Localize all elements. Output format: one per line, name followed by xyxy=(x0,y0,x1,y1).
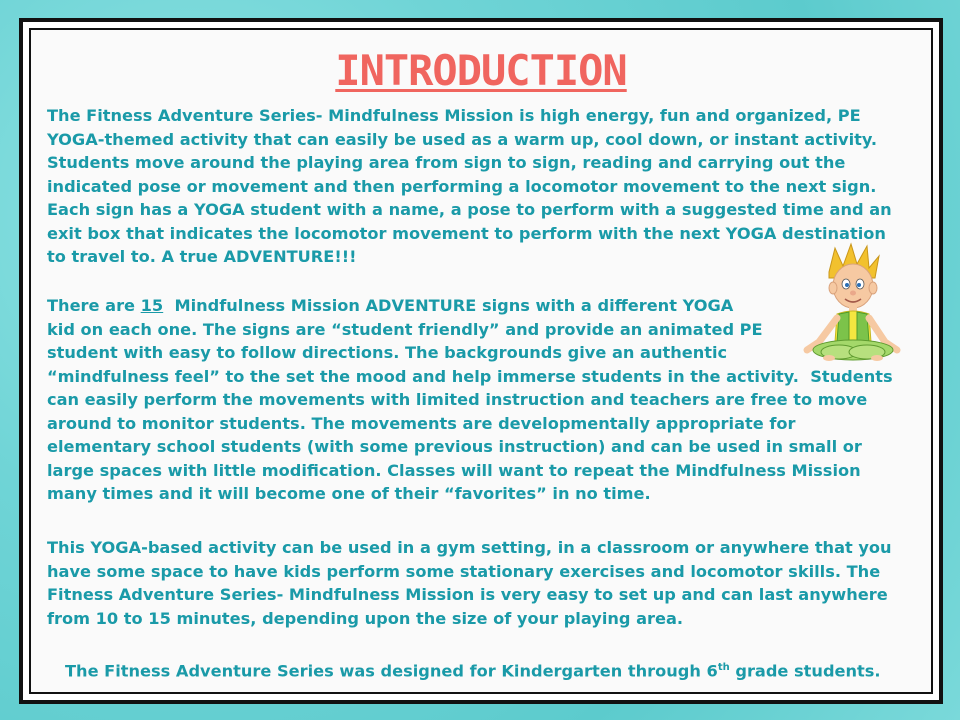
intro-paragraph-1 xyxy=(47,104,892,269)
line-prefix: There are xyxy=(47,296,141,315)
paragraph-line: Students move around the playing area from sign to sign, reading and carrying out the xyxy=(47,153,846,172)
paragraph-line: The Fitness Adventure Series- Mindfulness Mission is high energy, fun and organized, PE xyxy=(47,106,861,125)
page-inner-frame xyxy=(29,28,933,694)
paragraph-line: YOGA-themed activity that can easily be used as a warm up, cool down, or instant activity. xyxy=(47,129,878,149)
note-superscript: th xyxy=(717,662,730,673)
sign-count: 15 xyxy=(140,296,164,315)
line-suffix: Mindfulness Mission ADVENTURE signs with a different YOGA xyxy=(163,296,734,315)
paragraph-line: large spaces with little modification. Classes will want to repeat the Mindfulness Mission xyxy=(47,460,861,480)
paragraph-line: “mindfulness feel” to the set the mood and help immerse students in the activity. Students xyxy=(47,366,893,386)
paragraph-line: elementary school students (with some previous instruction) and can be used in small or xyxy=(47,437,862,456)
paragraph-line: many times and it will become one of their “favorites” in no time. xyxy=(47,484,651,503)
page-title: INTRODUCTION xyxy=(335,46,627,95)
paragraph-line: kid on each one. The signs are “student friendly” and provide an animated PE xyxy=(47,319,763,339)
page-outer-frame xyxy=(19,18,943,704)
grade-range-note xyxy=(65,656,881,683)
intro-paragraph-2 xyxy=(47,294,893,506)
paragraph-line: Fitness Adventure Series- Mindfulness Mission is very easy to set up and can last anywhere xyxy=(47,585,888,604)
paragraph-line: can easily perform the movements with limited instruction and teachers are free to move xyxy=(47,390,868,409)
paragraph-line: This YOGA-based activity can be used in a gym setting, in a classroom or anywhere that you xyxy=(47,538,892,557)
paragraph-line: student with easy to follow directions. The backgrounds give an authentic xyxy=(47,343,728,362)
paragraph-line: Each sign has a YOGA student with a name, a pose to perform with a suggested time and an xyxy=(47,200,892,219)
paragraph-line: to travel to. A true ADVENTURE!!! xyxy=(47,247,357,266)
paragraph-line: have some space to have kids perform some stationary exercises and locomotor skills. The xyxy=(47,561,881,581)
note-prefix: The Fitness Adventure Series was designed for Kindergarten through 6 xyxy=(65,661,718,681)
paragraph-line: indicated pose or movement and then performing a locomotor movement to the next sign. xyxy=(47,176,877,196)
paragraph-line xyxy=(47,294,893,318)
paragraph-line: around to monitor students. The movements are developmentally appropriate for xyxy=(47,413,796,433)
paragraph-line: from 10 to 15 minutes, depending upon the size of your playing area. xyxy=(47,608,684,628)
intro-paragraph-3 xyxy=(47,536,892,630)
meditating-yoga-kid-icon xyxy=(799,242,903,370)
note-suffix: grade students. xyxy=(729,661,881,681)
paragraph-line: exit box that indicates the locomotor movement to perform with the next YOGA destination xyxy=(47,223,886,243)
